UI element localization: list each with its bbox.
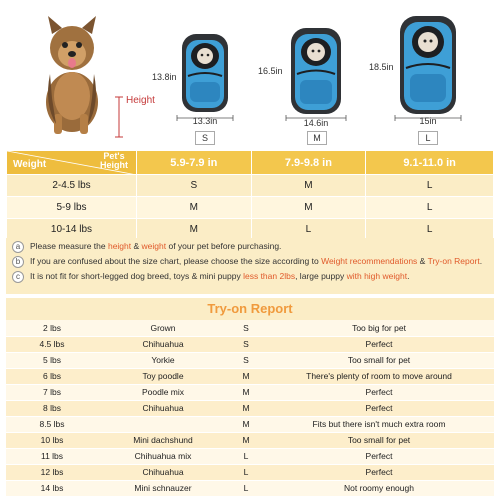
report-weight: 10 lbs — [6, 432, 98, 448]
size-cell: M — [251, 175, 366, 197]
report-row — [6, 400, 494, 416]
note-text-part: If you are confused about the size chart, please choose the size according to — [30, 256, 322, 266]
note-highlight: Try-on Report — [427, 256, 480, 266]
report-size: L — [228, 448, 264, 464]
weight-cell: 5-9 lbs — [7, 197, 137, 219]
size-badge-l: L — [418, 131, 438, 145]
report-weight: 2 lbs — [6, 320, 98, 336]
notes-panel — [6, 238, 494, 294]
note-text-part: Please measure the — [30, 241, 108, 251]
report-size: L — [228, 480, 264, 496]
size-chart-corner — [7, 151, 137, 175]
report-breed: Mini schnauzer — [98, 480, 228, 496]
report-weight: 6 lbs — [6, 368, 98, 384]
report-size: M — [228, 416, 264, 432]
corner-pet-label: Pet's — [103, 151, 125, 161]
report-size: S — [228, 352, 264, 368]
report-size: M — [228, 400, 264, 416]
note-bullet: b — [12, 256, 24, 268]
size-cell: L — [366, 197, 494, 219]
note-bullet: c — [12, 271, 24, 283]
report-breed — [98, 416, 228, 432]
report-row — [6, 416, 494, 432]
report-result: There's plenty of room to move around — [264, 368, 494, 384]
note-text-part: , large puppy — [295, 271, 347, 281]
weight-cell: 10-14 lbs — [7, 219, 137, 241]
report-weight: 12 lbs — [6, 464, 98, 480]
size-cell: M — [137, 219, 252, 241]
bag-m-width: 14.6in — [303, 118, 329, 128]
note-text-part: . — [479, 256, 483, 266]
height-marker — [115, 96, 123, 138]
size-chart-row — [7, 175, 494, 197]
report-table-body — [6, 320, 494, 496]
note-c — [12, 271, 488, 283]
report-breed: Poodle mix — [98, 384, 228, 400]
note-text — [30, 256, 482, 266]
carrier-small-image — [176, 30, 234, 114]
report-weight: 4.5 lbs — [6, 336, 98, 352]
note-text — [30, 271, 409, 281]
report-result: Perfect — [264, 336, 494, 352]
report-breed: Chihuahua — [98, 464, 228, 480]
note-text-part: It is not fit for short-legged dog breed, toys & mini puppy — [30, 271, 244, 281]
note-bullet: a — [12, 241, 24, 253]
note-highlight: less than 2lbs — [243, 271, 296, 281]
report-result: Too small for pet — [264, 432, 494, 448]
report-row — [6, 320, 494, 336]
report-size: L — [228, 464, 264, 480]
size-chart-table — [6, 150, 494, 241]
report-result: Too small for pet — [264, 352, 494, 368]
note-text-part: & — [417, 256, 428, 266]
corner-pet-height-label — [100, 152, 128, 170]
report-weight: 14 lbs — [6, 480, 98, 496]
report-row — [6, 448, 494, 464]
note-text-part: . — [407, 271, 410, 281]
report-size: M — [228, 384, 264, 400]
size-col-header: 7.9-9.8 in — [251, 151, 366, 175]
note-highlight: weight — [141, 241, 167, 251]
bag-s-height: 13.8in — [152, 72, 177, 82]
report-breed: Chihuahua mix — [98, 448, 228, 464]
note-text-part: & — [131, 241, 142, 251]
note-text — [30, 241, 281, 251]
report-weight: 7 lbs — [6, 384, 98, 400]
size-cell: M — [137, 197, 252, 219]
report-result: Fits but there isn't much extra room — [264, 416, 494, 432]
product-photo-row — [0, 0, 500, 148]
report-result: Perfect — [264, 464, 494, 480]
report-result: Too big for pet — [264, 320, 494, 336]
weight-cell: 2-4.5 lbs — [7, 175, 137, 197]
report-breed: Chihuahua — [98, 336, 228, 352]
yorkie-dog-image — [34, 14, 110, 136]
carrier-large-image — [394, 12, 462, 116]
report-table — [6, 320, 494, 497]
note-highlight: with high weight — [346, 271, 408, 281]
report-row — [6, 384, 494, 400]
bag-m-height: 16.5in — [258, 66, 283, 76]
size-chart-header — [7, 151, 494, 175]
report-row — [6, 352, 494, 368]
report-size: M — [228, 368, 264, 384]
size-chart-row — [7, 197, 494, 219]
report-row — [6, 336, 494, 352]
bag-s-width: 13.3in — [192, 116, 218, 126]
bag-l-height: 18.5in — [369, 62, 394, 72]
report-result: Not roomy enough — [264, 480, 494, 496]
report-breed: Mini dachshund — [98, 432, 228, 448]
report-result: Perfect — [264, 400, 494, 416]
try-on-report — [6, 298, 494, 497]
report-size: M — [228, 432, 264, 448]
report-title: Try-on Report — [6, 298, 494, 320]
report-breed: Grown — [98, 320, 228, 336]
note-b — [12, 256, 488, 268]
size-badge-m: M — [307, 131, 327, 145]
size-cell: L — [366, 219, 494, 241]
note-a — [12, 241, 488, 253]
report-breed: Chihuahua — [98, 400, 228, 416]
size-col-header: 9.1-11.0 in — [366, 151, 494, 175]
size-col-header: 5.9-7.9 in — [137, 151, 252, 175]
size-cell: L — [366, 175, 494, 197]
corner-weight-label: Weight — [13, 159, 47, 170]
report-row — [6, 480, 494, 496]
size-cell: M — [251, 197, 366, 219]
report-breed: Yorkie — [98, 352, 228, 368]
report-row — [6, 464, 494, 480]
corner-height-label: Height — [100, 160, 128, 170]
report-result: Perfect — [264, 384, 494, 400]
bag-l-width: 15in — [419, 116, 437, 126]
size-cell: L — [251, 219, 366, 241]
report-weight: 5 lbs — [6, 352, 98, 368]
note-highlight: height — [107, 241, 132, 251]
report-size: S — [228, 320, 264, 336]
report-size: S — [228, 336, 264, 352]
report-row — [6, 432, 494, 448]
report-weight: 8.5 lbs — [6, 416, 98, 432]
report-weight: 8 lbs — [6, 400, 98, 416]
height-label: Height — [126, 95, 155, 106]
report-result: Perfect — [264, 448, 494, 464]
carrier-medium-image — [285, 24, 347, 116]
note-highlight: Weight recommendations — [321, 256, 418, 266]
report-breed: Toy poodle — [98, 368, 228, 384]
size-badge-s: S — [195, 131, 215, 145]
size-cell: S — [137, 175, 252, 197]
report-row — [6, 368, 494, 384]
report-weight: 11 lbs — [6, 448, 98, 464]
note-text-part: of your pet before purchasing. — [166, 241, 282, 251]
